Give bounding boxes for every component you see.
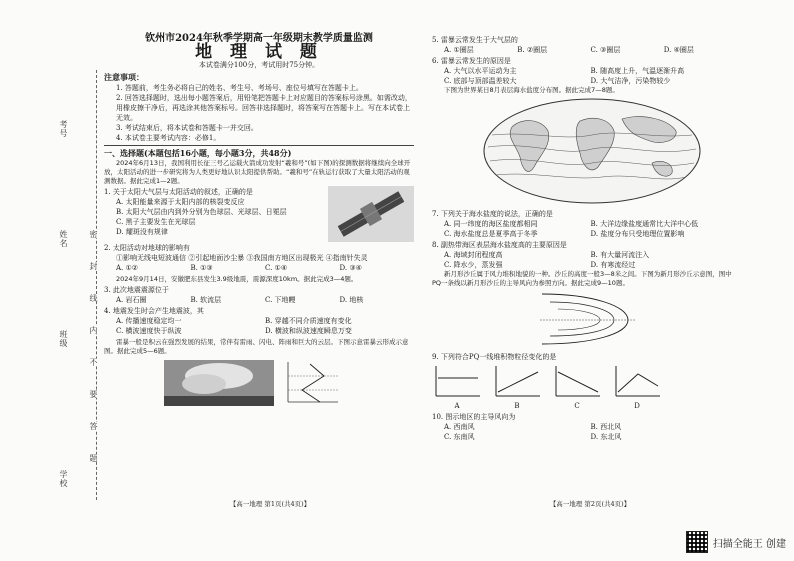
q8-option: C. 降水少，蒸发强: [444, 261, 503, 269]
q5-option: A. ①圈层: [444, 46, 474, 54]
atmosphere-layers-diagram: [280, 360, 340, 406]
camscanner-label: 扫描全能王 创建: [712, 538, 786, 550]
question-1: 1. 关于太阳大气层与太阳活动的叙述，正确的是: [104, 188, 253, 196]
question-7: 7. 下列关于海水盐度的说法，正确的是: [432, 210, 553, 218]
seal-char: 题: [89, 454, 98, 462]
satellite-photo: [328, 186, 414, 242]
left-column: [104, 34, 414, 406]
q5-option: D. ④圈层: [663, 46, 694, 54]
xingming-label: 姓名: [59, 230, 68, 248]
exam-info: 本试卷满分100分，考试用时75分钟。: [198, 61, 320, 69]
q1-option: D. 耀斑没有规律: [116, 228, 168, 236]
option-d-graph: [612, 364, 662, 398]
passage-4: 新月形沙丘属于风力堆积地貌的一种。沙丘的高度一般3—8米之间。下图为新月形沙丘示意图，图中PQ一条线以新月形沙丘的主导风向为参照方向。据此完成9—10题。: [432, 270, 732, 287]
page-footer-left: 【高一地理 第1页(共4页)】: [229, 500, 311, 508]
question-3: 3. 此次地震震源位于: [104, 286, 169, 294]
q10-option: B. 西北风: [590, 423, 622, 431]
option-a-graph: [432, 364, 482, 398]
q1-option: B. 太阳大气层由内到外分别为色球层、光球层、日冕层: [116, 208, 287, 216]
qr-code-icon: [686, 531, 708, 553]
q10-option: A. 西南风: [444, 423, 475, 431]
q5-option: C. ③圈层: [590, 46, 621, 54]
q7-option: D. 盐度分布只受地理位置影响: [590, 230, 685, 238]
q2-option: B. ①③: [190, 264, 213, 272]
q5-option: B. ②圈层: [517, 46, 548, 54]
seal-line: [96, 70, 97, 500]
thunderstorm-photo: [164, 360, 274, 406]
seal-char: 密: [89, 230, 98, 238]
q10-option: D. 东北风: [590, 433, 622, 441]
q10-option: C. 东南风: [444, 433, 475, 441]
q2-option: D. ③④: [339, 264, 362, 272]
exam-title: 地 理 试 题: [195, 42, 323, 62]
option-b-graph: [492, 364, 542, 398]
q2-option: A. ①②: [116, 264, 139, 272]
q9-option: D: [634, 402, 640, 410]
passage-1: 2024年6月13日，我国利用长征三号乙运载火箭成功发射“羲和号”(如下图)的探测数据将继续向全球开放，太阳活动的进一步研究将为人类更好地认识太阳提供帮助。“羲和号”在轨运行获取了大量太阳活动的观测数据。据此完成1—2题。: [104, 159, 411, 185]
passage-2: 2024年9月14日，安徽肥东县发生3.9级地震，震源深度10km。据此完成3—4题。: [116, 275, 358, 283]
barchan-dune-diagram: [532, 290, 642, 348]
q3-option: B. 软流层: [190, 296, 222, 304]
q2-option: C. ①④: [265, 264, 288, 272]
question-5: 5. 雷暴云常发生于大气层的: [432, 36, 518, 44]
right-column: [432, 34, 737, 442]
question-8: 8. 副热带海区表层海水盐度高的主要原因是: [432, 241, 567, 249]
q4-option: D. 横波和纵波速度瞬息万变: [265, 327, 352, 335]
q2-statements: ①影响无线电短波通信 ②引起地面沙尘暴 ③我国南方地区出现极光 ④指南针失灵: [116, 254, 368, 262]
q6-option: A. 大气以水平运动为主: [444, 67, 517, 75]
q8-option: D. 有寒流经过: [590, 261, 636, 269]
salinity-world-map: [482, 97, 702, 205]
banji-label: 班级: [59, 330, 68, 348]
note-item: 2. 回答选择题时，选出每小题答案后，用铅笔把答题卡上对应题目的答案标号涂黑。如需改动，用橡皮擦干净后，再选涂其他答案标号。回答非选择题时，将答案写在答题卡上。写在本试卷上无效。: [116, 94, 412, 122]
q7-option: B. 大洋边缘盐度通常比大洋中心低: [590, 220, 699, 228]
q3-option: D. 地核: [339, 296, 364, 304]
option-c-graph: [552, 364, 602, 398]
note-item: 4. 本试卷主要考试内容：必修1。: [116, 134, 221, 142]
seal-char: 要: [89, 390, 98, 398]
q3-option: C. 下地幔: [265, 296, 296, 304]
exam-subtitle: 钦州市2024年秋季学期高一年级期末教学质量监测: [145, 33, 373, 44]
note-item: 1. 答题前，考生务必将自己的姓名、考生号、考场号、座位号填写在答题卡上。: [116, 84, 363, 92]
q3-option: A. 岩石圈: [116, 296, 147, 304]
q6-option: B. 随高度上升，气温逐渐升高: [590, 67, 685, 75]
q9-option: B: [514, 402, 520, 410]
q1-option: A. 太阳能量来源于太阳内部的核裂变反应: [116, 198, 245, 206]
q9-option: A: [454, 402, 460, 410]
question-9: 9. 下列符合PQ一线堆积物粒径变化的是: [432, 353, 557, 361]
q1-option: C. 黑子主要发生在光球层: [116, 218, 196, 226]
camscanner-watermark: [686, 531, 786, 553]
binding-strip: [8, 40, 94, 530]
q4-option: B. 穿越不同介质速度有变化: [265, 317, 352, 325]
q8-option: A. 海域封闭程度高: [444, 251, 503, 259]
question-10: 10. 图示地区的主导风向为: [432, 413, 516, 421]
question-4: 4. 地震发生时会产生地震波，其: [104, 307, 204, 315]
q6-option: C. 底部与顶部温差较大: [444, 77, 517, 85]
section-heading: 一、选择题(本题包括16小题，每小题3分，共48分): [104, 148, 292, 158]
kaohao-label: 考号: [59, 120, 68, 138]
q8-option: B. 有大量河流注入: [590, 251, 650, 259]
seal-char: 不: [89, 358, 98, 366]
seal-char: 封: [89, 262, 98, 270]
note-item: 3. 考试结束后，将本试卷和答题卡一并交回。: [116, 124, 258, 132]
map-caption: 下图为世界某日8月表层海水盐度分布图。据此完成7—8题。: [444, 86, 619, 94]
divider: [104, 145, 414, 146]
q4-option: A. 传播速度稳定均一: [116, 317, 182, 325]
xuexiao-label: 学校: [59, 470, 68, 488]
page-footer-right: 【高一地理 第2页(共4页)】: [549, 500, 631, 508]
q6-option: D. 大气洁净，污染物较少: [590, 77, 671, 85]
seal-char: 答: [89, 422, 98, 430]
q7-option: A. 同一纬度的海区盐度都相同: [444, 220, 538, 228]
q7-option: C. 海水盐度总是夏季高于冬季: [444, 230, 538, 238]
q9-option: C: [574, 402, 580, 410]
seal-char: 线: [89, 294, 98, 302]
question-2: 2. 太阳活动对地球的影响有: [104, 244, 190, 252]
seal-char: 内: [89, 326, 98, 334]
q4-option: C. 横波速度快于纵波: [116, 327, 182, 335]
question-6: 6. 雷暴云常发生的原因是: [432, 57, 511, 65]
notes-heading: 注意事项：: [104, 72, 144, 82]
passage-3: 雷暴一般是积云在强烈发展的结果，常伴有雷雨、闪电、阵雨和巨大的云层。下图示意雷暴云形成示意图。据此完成5—6题。: [104, 338, 409, 355]
